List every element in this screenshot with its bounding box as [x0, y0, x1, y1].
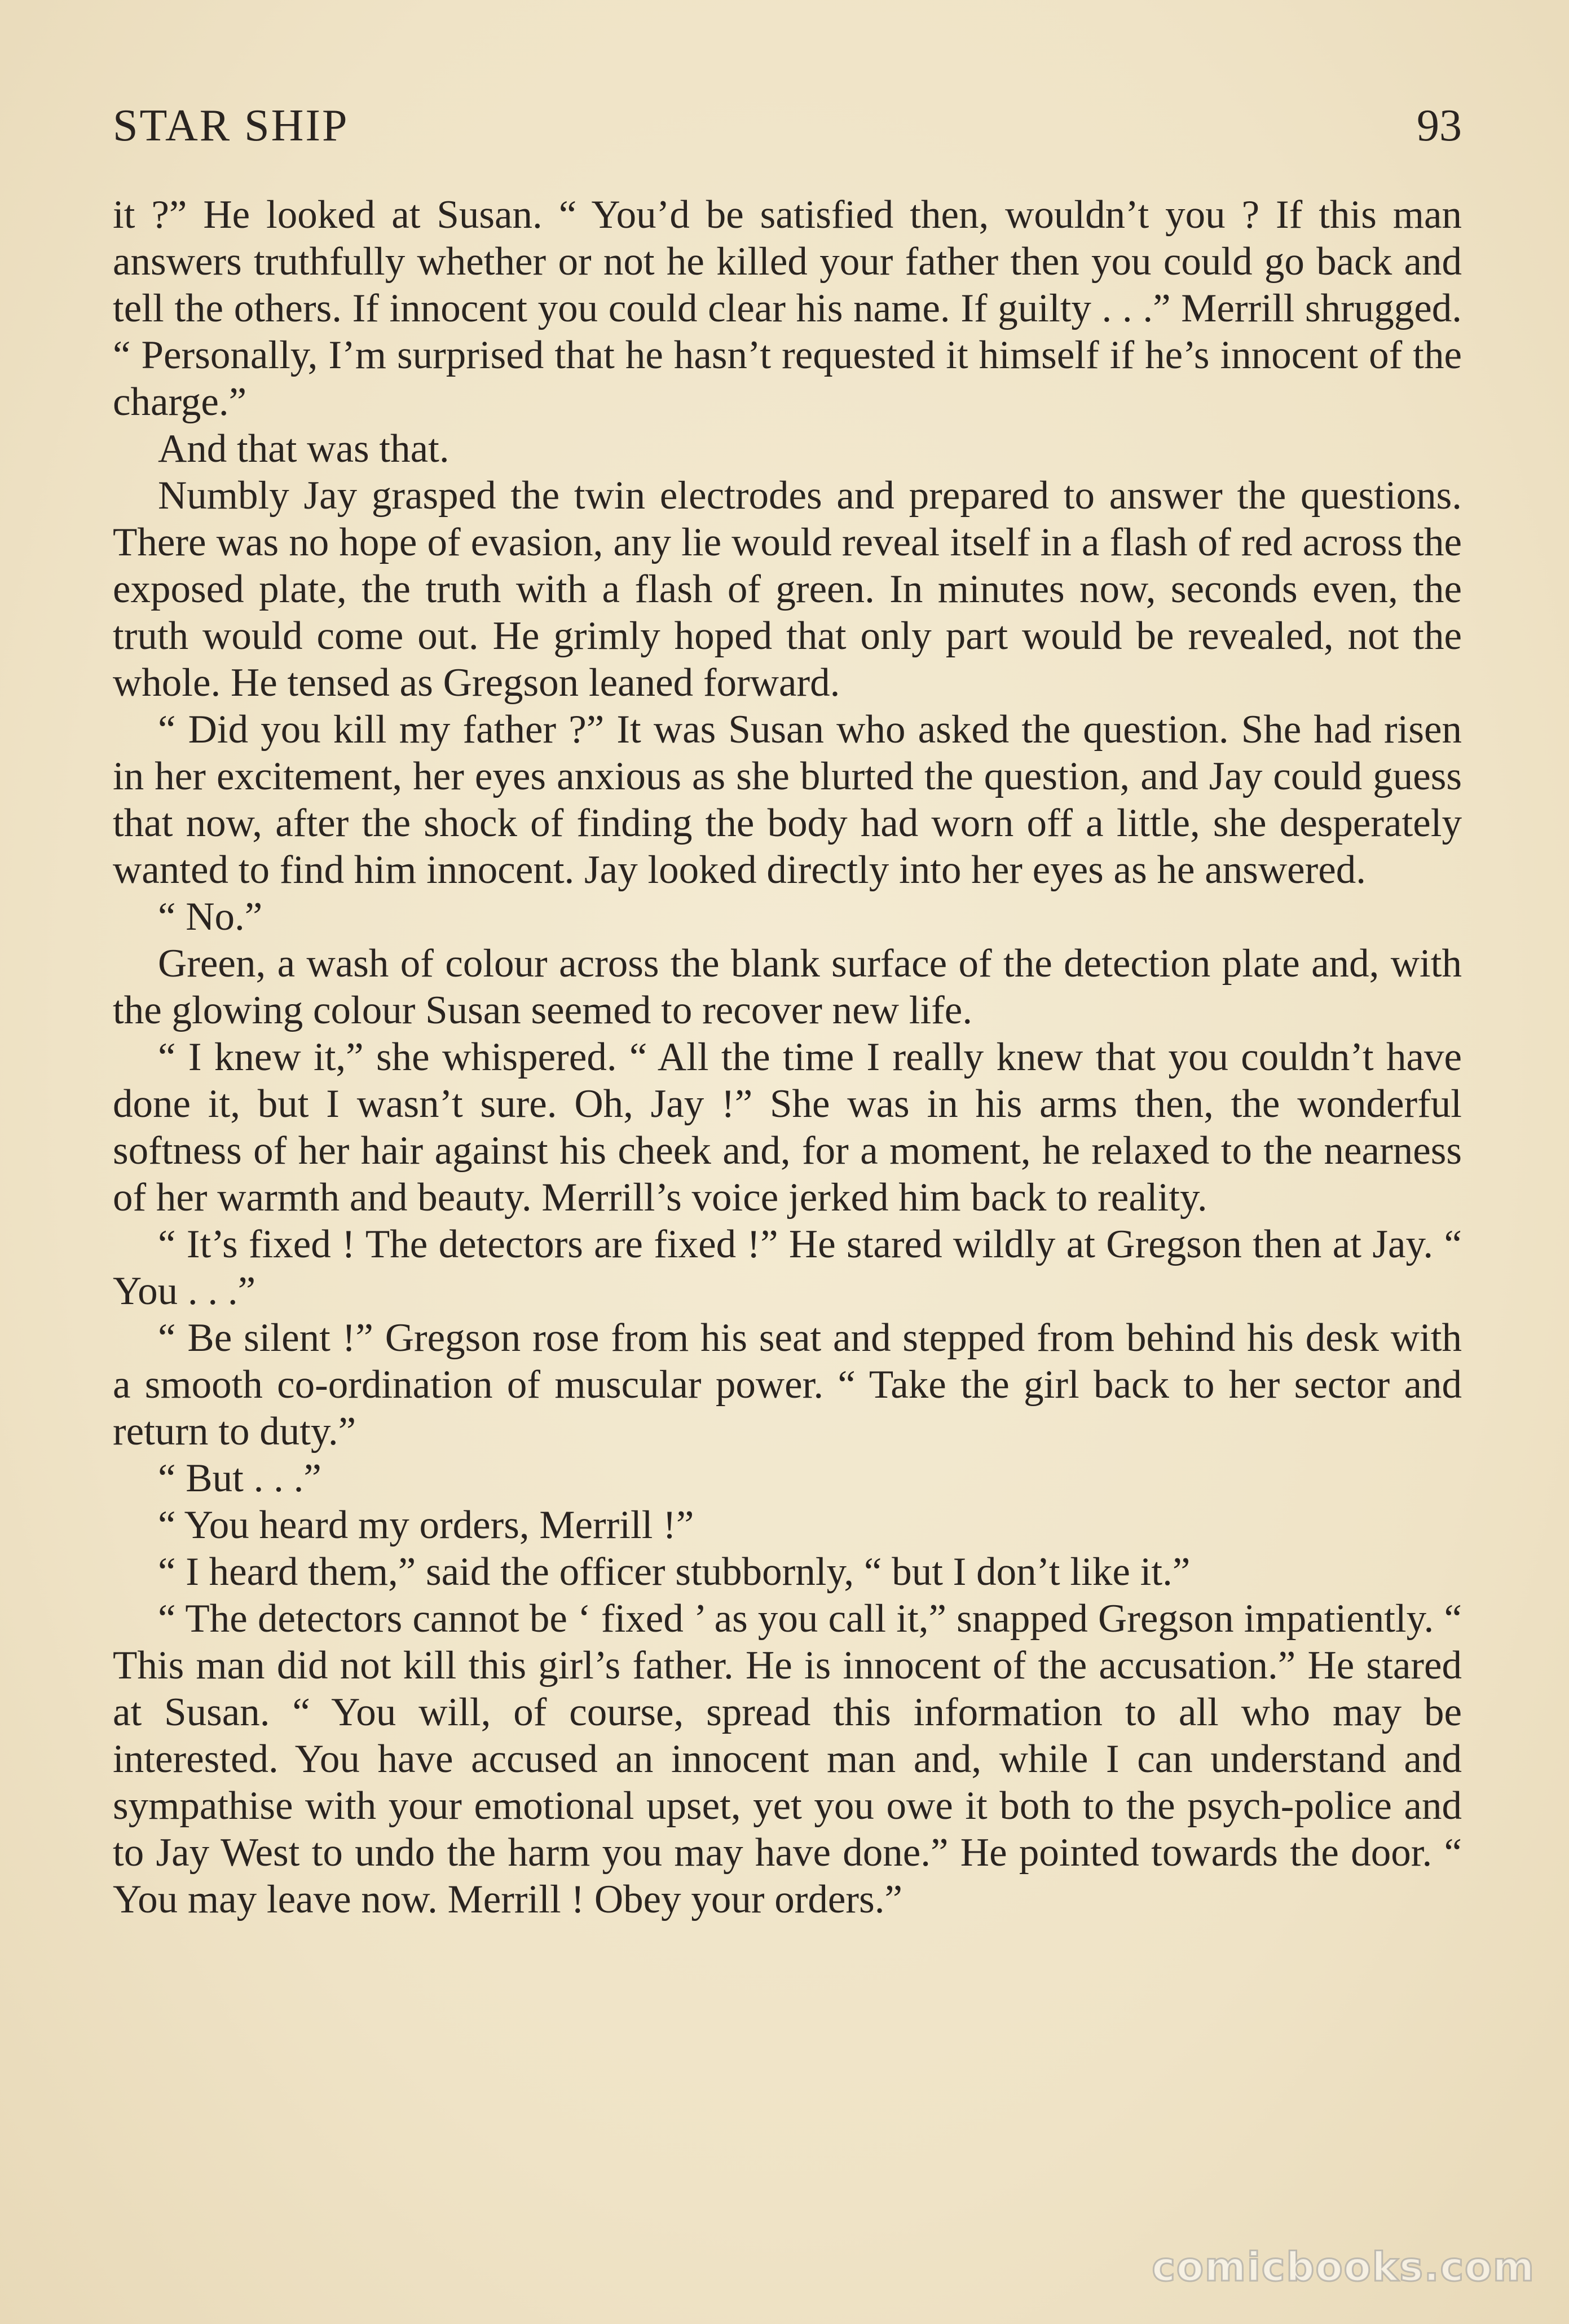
paragraph: Numbly Jay grasped the twin electrodes and prepared to answer the questions. There was no hope of evasion, any lie would reveal itself in a flash of red across the exposed plate, the truth with a flash of green. In minutes now, seconds even, the truth would come out. He grimly hoped that only part would be revealed, not the whole. He tensed as Gregson leaned forward. [113, 474, 1462, 705]
page-number: 93 [1417, 101, 1462, 151]
running-head: STAR SHIP [113, 101, 349, 151]
paragraph: “ Did you kill my father ?” It was Susan who asked the question. She had risen in her excitement, her eyes anxious as she blurted the question, and Jay could guess that now, after the shock of finding the body had worn off a little, she desperately wanted to find him innocent. Jay looked directly into her eyes as he answered. [113, 708, 1462, 892]
paragraph: “ I heard them,” said the officer stubbornly, “ but I don’t like it.” [158, 1550, 1191, 1594]
paragraph: “ It’s fixed ! The detectors are fixed !” He stared wildly at Gregson then at Jay. “ You . . .” [113, 1222, 1462, 1313]
watermark: comicbooks.com [1152, 2244, 1535, 2290]
paragraph: “ The detectors cannot be ‘ fixed ’ as you call it,” snapped Gregson impatiently. “ This man did not kill this girl’s father. He is innocent of the accusation.” He stared at Susan. “ You will, of course, spread this information to all who may be interested. You have accused an innocent man and, while I can understand and sympathise with your emotional upset, yet you owe it both to the psych-police and to Jay West to undo the harm you may have done.” He pointed towards the door. “ You may leave now. Merrill ! Obey your orders.” [113, 1597, 1462, 1921]
paragraph: Green, a wash of colour across the blank surface of the detection plate and, with the glowing colour Susan seemed to recover new life. [113, 942, 1462, 1032]
paragraph: “ No.” [158, 895, 263, 939]
body-text [113, 192, 1462, 1923]
paragraph: “ I knew it,” she whispered. “ All the time I really knew that you couldn’t have done it, but I wasn’t sure. Oh, Jay !” She was in his arms then, the wonderful softness of her hair against his cheek and, for a moment, he relaxed to the nearness of her warmth and beauty. Merrill’s voice jerked him back to reality. [113, 1035, 1462, 1220]
paragraph: it ?” He looked at Susan. “ You’d be satisfied then, wouldn’t you ? If this man answers truthfully whether or not he killed your father then you could go back and tell the others. If innocent you could clear his name. If guilty . . .” Merrill shrugged. “ Personally, I’m surprised that he hasn’t requested it himself if he’s innocent of the charge.” [113, 193, 1462, 424]
page-header [113, 95, 1462, 157]
paragraph: “ Be silent !” Gregson rose from his seat and stepped from behind his desk with a smooth co-ordination of muscular power. “ Take the girl back to her sector and return to duty.” [113, 1316, 1462, 1453]
paragraph: And that was that. [158, 427, 449, 471]
paragraph: “ But . . .” [158, 1456, 321, 1500]
paragraph: “ You heard my orders, Merrill !” [158, 1503, 694, 1547]
